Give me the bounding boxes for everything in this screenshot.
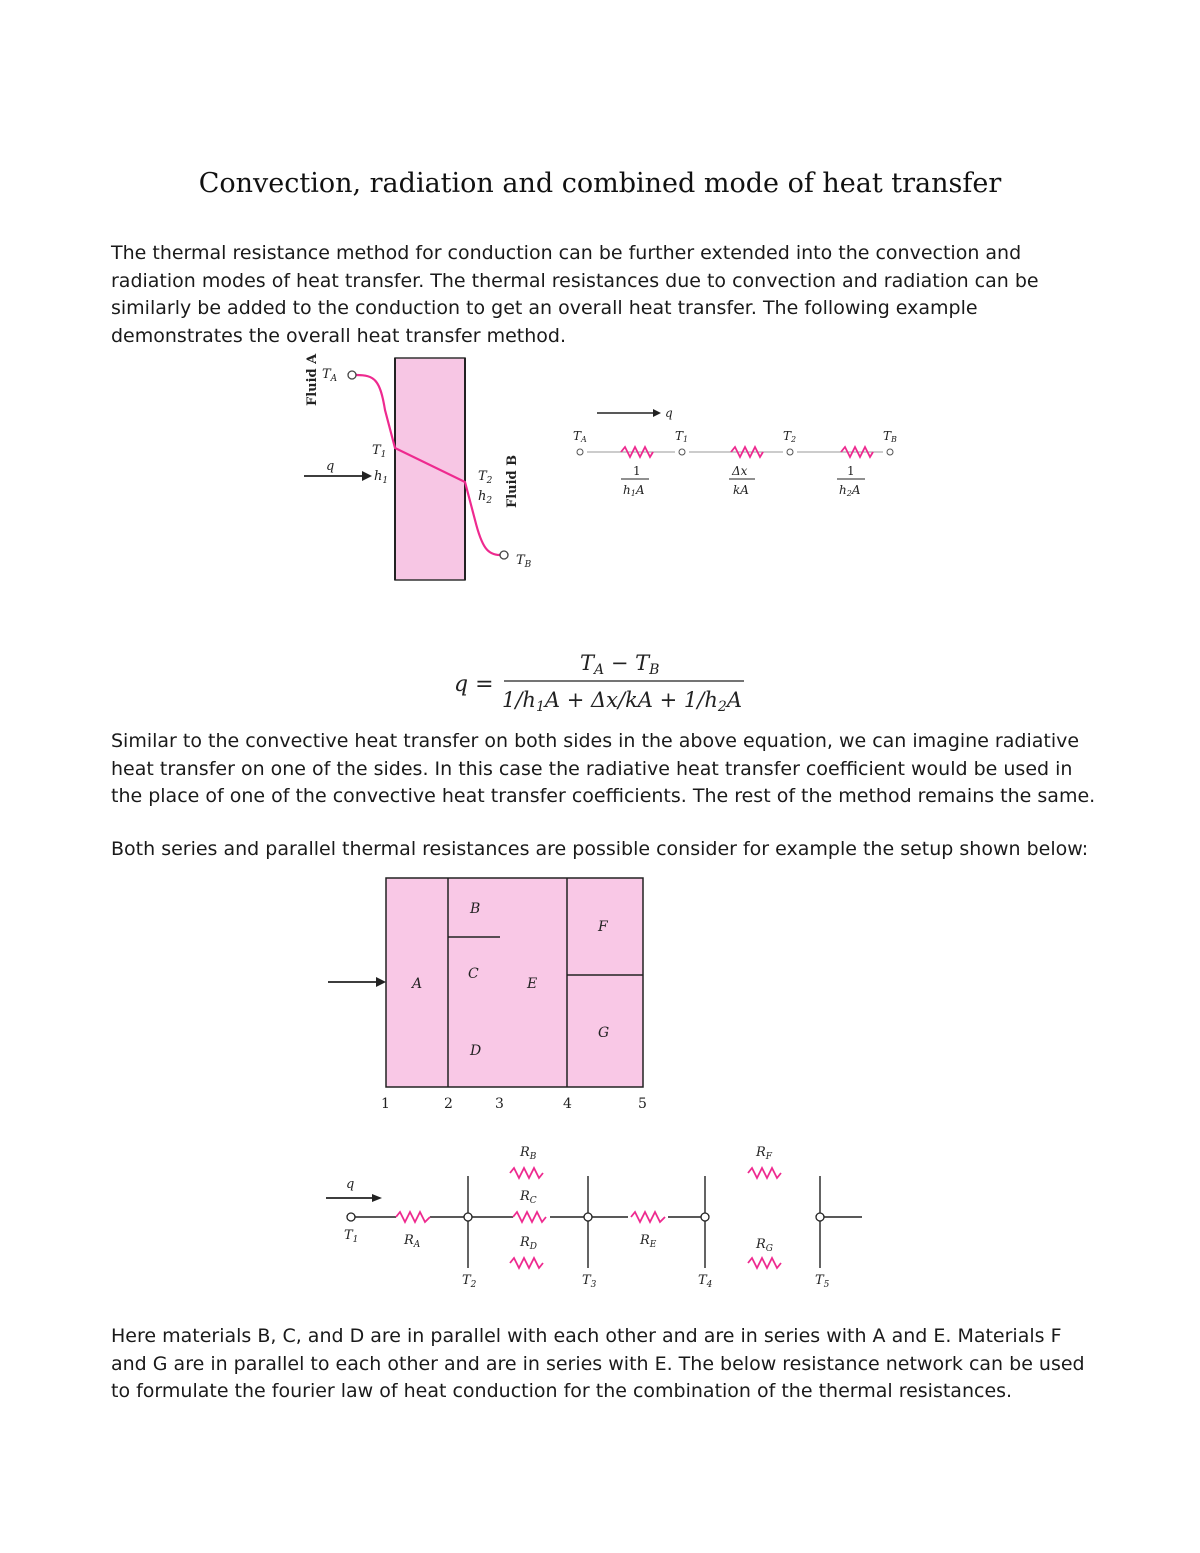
resistor-d — [510, 1258, 543, 1268]
equation-lhs: q = — [454, 672, 494, 697]
t5-label: $T_5$ — [815, 1273, 830, 1290]
tb-node — [500, 551, 508, 559]
q-label: q — [346, 1177, 355, 1192]
t2-label: T2 — [783, 429, 797, 444]
r2-denominator: kA — [733, 483, 749, 497]
resistor-g — [748, 1258, 781, 1268]
material-b-label: B — [470, 901, 481, 917]
t3-label: $T_3$ — [582, 1273, 597, 1290]
material-d-label: D — [470, 1043, 482, 1059]
tb-label: TB — [883, 429, 897, 444]
position-2: 2 — [444, 1096, 453, 1112]
series-resistance-network — [565, 395, 915, 505]
q-label: q — [665, 406, 673, 420]
radiation-paragraph: Similar to the convective heat transfer on both sides in the above equation, we can imagine radiative heat transfer on one of the sides. In this case the radiative heat transfer coefficient would be used in the place of one of the convective heat transfer coefficients. The rest of the method remains the same. — [111, 730, 1096, 807]
ta-label: $T_A$ — [322, 367, 338, 384]
t4-node — [701, 1213, 709, 1221]
rd-label: $R_D$ — [520, 1235, 538, 1252]
resistor-a — [396, 1212, 430, 1222]
resistor-e — [631, 1212, 665, 1222]
composite-wall-figure — [320, 872, 670, 1117]
t2-label: $T_2$ — [462, 1273, 477, 1290]
t2-label: $T_2$ — [478, 469, 493, 486]
r1-numerator: 1 — [633, 464, 641, 478]
t3-node — [584, 1213, 592, 1221]
re-label: $R_E$ — [640, 1233, 657, 1250]
ra-label: $R_A$ — [404, 1233, 421, 1250]
resistor-c — [513, 1212, 546, 1222]
tb-node — [887, 449, 893, 455]
rg-label: $R_G$ — [756, 1237, 773, 1254]
position-1: 1 — [381, 1096, 390, 1112]
intro-paragraph: The thermal resistance method for conduction can be further extended into the convection and radiation modes of heat transfer. The thermal resistances due to convection and radiation can be similarly be added to the conduction to get an overall heat transfer. The following example demonstrates the overall heat transfer method. — [111, 242, 1039, 347]
h2-label: $h_2$ — [478, 489, 493, 506]
material-e-label: E — [527, 976, 538, 992]
r3-denominator: h2A — [839, 483, 861, 498]
page-title: Convection, radiation and combined mode of heat transfer — [198, 168, 1002, 199]
resistor-b — [510, 1168, 543, 1178]
t2-node — [787, 449, 793, 455]
material-g-label: G — [598, 1025, 610, 1041]
material-a-label: A — [412, 976, 423, 992]
plane-wall-convection-figure — [290, 350, 550, 590]
t1-label: $T_1$ — [344, 1228, 359, 1245]
series-parallel-paragraph: Both series and parallel thermal resistances are possible consider for example the setup shown below: — [111, 838, 1089, 860]
equation-numerator: TA − TB — [580, 651, 660, 678]
ta-node — [577, 449, 583, 455]
rf-label: $R_F$ — [756, 1145, 773, 1162]
t4-label: $T_4$ — [698, 1273, 713, 1290]
position-3: 3 — [495, 1096, 504, 1112]
resistor-f — [748, 1168, 781, 1178]
wall — [395, 358, 465, 580]
equation-denominator: 1/h1A + Δx/kA + 1/h2A — [502, 688, 742, 715]
overall-heat-transfer-equation — [440, 645, 760, 715]
r2-numerator: Δx — [732, 464, 748, 478]
rb-label: $R_B$ — [520, 1145, 537, 1162]
ta-node — [348, 371, 356, 379]
t1-node — [347, 1213, 355, 1221]
t1-node — [679, 449, 685, 455]
q-label: q — [326, 459, 335, 474]
t2-node — [464, 1213, 472, 1221]
fluid-b-label: Fluid B — [505, 454, 520, 508]
ta-label: TA — [573, 429, 587, 444]
t1-label: $T_1$ — [372, 443, 387, 460]
r3-numerator: 1 — [847, 464, 855, 478]
r1-denominator: h1A — [623, 483, 645, 498]
rc-label: $R_C$ — [520, 1189, 537, 1206]
h1-label: $h_1$ — [374, 469, 389, 486]
tb-label: $T_B$ — [516, 553, 532, 570]
t1-label: T1 — [675, 429, 689, 444]
series-parallel-resistance-network — [320, 1140, 870, 1290]
network-explanation-paragraph: Here materials B, C, and D are in parallel with each other and are in series with A and E. Materials F and G are in parallel to each other and are in series with E. The below resistance network can be used to formulate the fourier law of heat conduction for the combination of the thermal resistances. — [111, 1325, 1085, 1402]
material-f-label: F — [598, 919, 608, 935]
fluid-a-label: Fluid A — [305, 353, 320, 406]
position-4: 4 — [563, 1096, 572, 1112]
t5-node — [816, 1213, 824, 1221]
position-5: 5 — [638, 1096, 647, 1112]
material-c-label: C — [468, 966, 479, 982]
